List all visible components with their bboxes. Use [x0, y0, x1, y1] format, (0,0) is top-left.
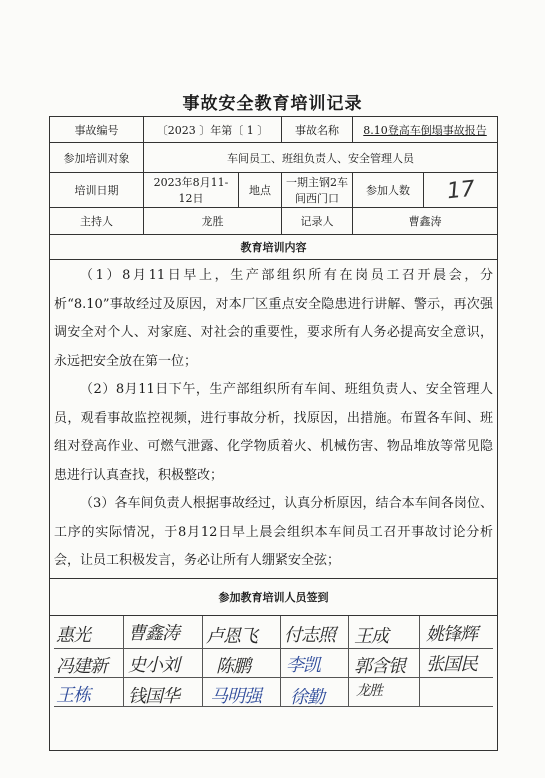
signature-divider	[202, 616, 203, 706]
signature-divider	[348, 616, 349, 706]
signature: 卢恩飞	[206, 626, 257, 647]
recorder-value: 曹鑫涛	[353, 208, 498, 235]
signature: 郭含银	[354, 656, 405, 677]
signature-divider	[54, 677, 493, 678]
count-value	[424, 173, 498, 208]
signature-divider	[54, 648, 493, 649]
host-value: 龙胜	[144, 208, 282, 235]
signature: 史小刘	[128, 655, 179, 676]
signature: 李凯	[286, 655, 320, 676]
participants-label: 参加培训对象	[50, 143, 144, 173]
signature-grid	[54, 616, 493, 750]
signature: 王栋	[56, 685, 90, 706]
content-paragraph: （3）各车间负责人根据事故经过，认真分析原因，结合本车间各岗位、工序的实际情况，于8月12日早上晨会组织本车间员工召开事故讨论分析会，让员工积极发言，务必让所有人绷紧安全弦；	[54, 496, 494, 569]
date-label: 培训日期	[50, 173, 144, 208]
signature-divider	[54, 706, 493, 707]
signature: 惠光	[56, 625, 90, 646]
content-paragraph: （1）8月11日早上，生产部组织所有在岗员工召开晨会，分析“8.10”事故经过及原因，对本厂区重点安全隐患进行讲解、警示，再次强调安全对个人、对家庭、对社会的重要性，要求所有人务必提高安全意识，永远把安全放在第一位；	[54, 268, 494, 369]
accident-no-value: 〔2023 〕年第〔 1 〕	[144, 117, 282, 143]
signature-divider	[280, 616, 281, 706]
count-handwritten: 17	[445, 176, 476, 204]
recorder-label: 记录人	[282, 208, 353, 235]
accident-no-label: 事故编号	[50, 117, 144, 143]
signature: 钱国华	[128, 686, 179, 707]
signature: 曹鑫涛	[128, 623, 179, 644]
accident-name-text: 8.10登高车倒塌事故报告	[363, 123, 487, 137]
signature: 陈鹏	[216, 656, 250, 677]
location-label: 地点	[239, 173, 282, 208]
accident-name-value	[353, 117, 498, 143]
count-label: 参加人数	[353, 173, 424, 208]
content-paragraph: （2）8月11日下午，生产部组织所有车间、班组负责人、安全管理人员，观看事故监控视频，进行事故分析，找原因，出措施。布置各车间、班组对登高作业、可燃气泄露、化学物质着火、机械伤害、物品堆放等常见隐患进行认真查找，积极整改；	[54, 382, 494, 483]
signature: 姚锋辉	[426, 624, 477, 645]
training-content	[50, 260, 498, 579]
signature: 王成	[354, 626, 388, 647]
signature-area	[50, 616, 498, 751]
signature-divider	[419, 616, 420, 706]
training-record-table	[49, 116, 498, 751]
signature: 徐勤	[290, 687, 324, 708]
accident-name-label: 事故名称	[282, 117, 353, 143]
host-label: 主持人	[50, 208, 144, 235]
location-value: 一期主钢2车间西门口	[282, 173, 353, 208]
signature: 冯建新	[56, 656, 107, 677]
signature-divider	[123, 616, 124, 706]
signature: 付志照	[284, 625, 335, 646]
signature: 龙胜	[356, 683, 382, 699]
signature: 马明强	[210, 686, 261, 707]
signature-header: 参加教育培训人员签到	[50, 579, 498, 616]
participants-value: 车间员工、班组负责人、安全管理人员	[144, 143, 498, 173]
signature: 张国民	[426, 654, 477, 675]
date-value: 2023年8月11-12日	[144, 173, 239, 208]
page-title: 事故安全教育培训记录	[182, 94, 363, 114]
content-header: 教育培训内容	[50, 235, 498, 260]
